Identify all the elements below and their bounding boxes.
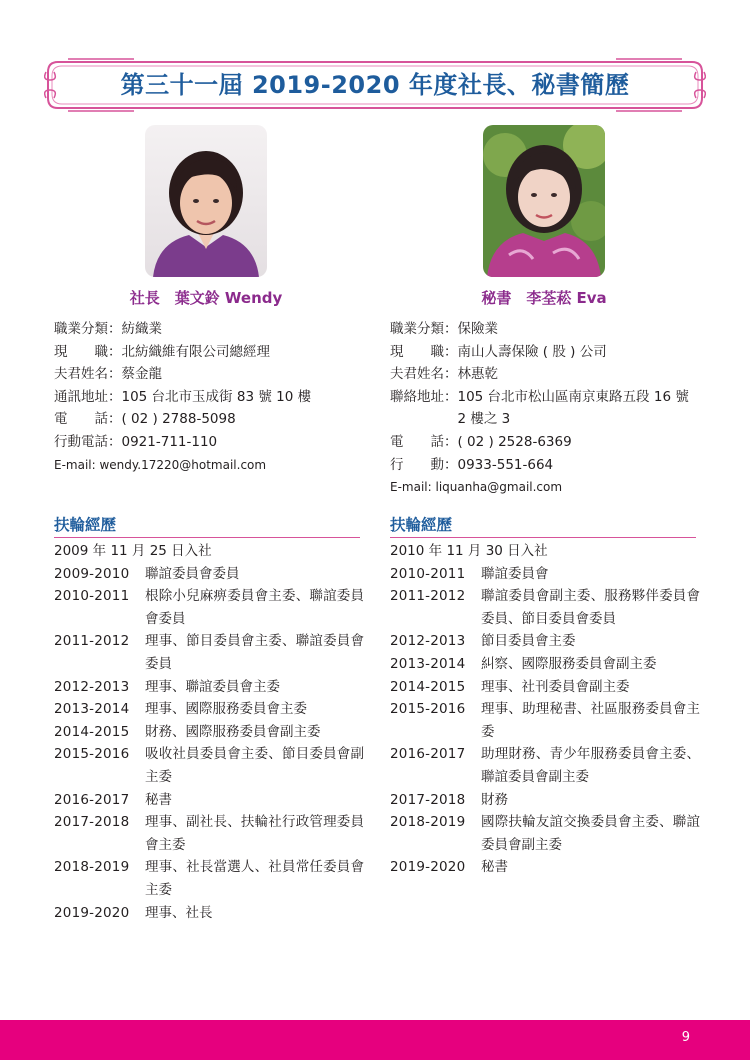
info-value: 南山人壽保險 ( 股 ) 公司 <box>457 343 607 360</box>
history-year: 2016-2017 <box>390 746 466 763</box>
info-value: 北紡織維有限公司總經理 <box>121 343 270 360</box>
history-row <box>390 789 700 812</box>
info-label: 職業分類： <box>390 321 458 337</box>
info-row <box>390 318 700 341</box>
title-banner <box>44 58 706 112</box>
history-row <box>390 563 700 586</box>
info-label: 行動電話： <box>54 433 122 450</box>
history-year: 2017-2018 <box>390 791 466 808</box>
history-year: 2015-2016 <box>54 746 130 763</box>
info-value: ( 02 ) 2788-5098 <box>121 411 236 428</box>
president-photo <box>145 125 267 277</box>
page-title: 第三十一屆 2019-2020 年度社長、秘書簡歷 <box>120 71 630 99</box>
info-value: ( 02 ) 2528-6369 <box>457 433 572 450</box>
history-desc: 理事、聯誼委員會主委 <box>145 678 280 695</box>
history-year: 2013-2014 <box>54 701 130 718</box>
history-desc: 助理財務、青少年服務委員會主委、聯誼委員會副主委 <box>481 746 700 785</box>
history-desc: 秘書 <box>145 791 172 808</box>
history-year: 2011-2012 <box>54 633 130 650</box>
info-row <box>54 363 364 386</box>
info-label: 現 職： <box>390 343 458 360</box>
history-desc: 理事、社長當選人、社員常任委員會主委 <box>145 859 364 898</box>
history-desc: 財務、國際服務委員會副主委 <box>145 723 321 740</box>
history-year: 2010-2011 <box>390 565 466 582</box>
info-value: 林惠乾 <box>457 366 498 383</box>
history-row <box>390 743 700 788</box>
history-desc: 糾察、國際服務委員會副主委 <box>481 655 657 672</box>
history-desc: 聯誼委員會委員 <box>145 565 240 582</box>
history-desc: 理事、國際服務委員會主委 <box>145 701 307 718</box>
email-text: E-mail: wendy.17220@hotmail.com <box>54 457 267 472</box>
joined-date: 2009 年 11 月 25 日入社 <box>54 543 212 559</box>
info-label: 職業分類： <box>54 321 122 337</box>
president-history <box>54 515 364 924</box>
info-row <box>54 318 364 341</box>
info-label: 夫君姓名： <box>390 366 458 383</box>
history-row <box>390 585 700 630</box>
history-desc: 聯誼委員會 <box>481 565 549 582</box>
info-row <box>390 431 700 454</box>
email-text: E-mail: liquanha@gmail.com <box>390 480 563 495</box>
joined-date: 2010 年 11 月 30 日入社 <box>390 543 548 559</box>
history-desc: 吸收社員委員會主委、節目委員會副主委 <box>145 746 364 785</box>
info-row <box>390 363 700 386</box>
info-value: 蔡金龍 <box>121 366 162 383</box>
history-row <box>54 721 364 744</box>
history-year: 2014-2015 <box>54 723 130 740</box>
history-year: 2019-2020 <box>54 904 130 921</box>
info-row <box>54 386 364 409</box>
info-label: 電 話： <box>390 433 458 450</box>
history-row <box>390 676 700 699</box>
history-desc: 國際扶輪友誼交換委員會主委、聯誼委員會副主委 <box>481 814 700 853</box>
history-year: 2012-2013 <box>390 633 466 650</box>
info-value: 0933-551-664 <box>457 456 554 473</box>
history-row <box>390 653 700 676</box>
history-year: 2017-2018 <box>54 814 130 831</box>
history-desc: 理事、節目委員會主委、聯誼委員會委員 <box>145 633 364 672</box>
history-desc: 秘書 <box>481 859 508 876</box>
info-value: 保險業 <box>457 321 498 337</box>
history-list <box>390 540 700 879</box>
section-heading: 扶輪經歷 <box>54 515 360 538</box>
info-row <box>54 431 364 454</box>
history-row <box>390 630 700 653</box>
history-row <box>54 789 364 812</box>
history-row <box>54 902 364 925</box>
history-desc: 理事、副社長、扶輪社行政管理委員會主委 <box>145 814 364 853</box>
history-row <box>390 811 700 856</box>
info-label: 現 職： <box>54 343 122 360</box>
section-heading: 扶輪經歷 <box>390 515 696 538</box>
secretary-caption: 秘書 李荃菘 Eva <box>481 289 607 307</box>
secretary-photo <box>483 125 605 277</box>
history-year: 2011-2012 <box>390 588 466 605</box>
info-value: 105 台北市玉成街 83 號 10 樓 <box>121 388 312 405</box>
history-list <box>54 540 364 924</box>
history-desc: 根除小兒麻痹委員會主委、聯誼委員會委員 <box>145 588 364 627</box>
page-number: 9 <box>681 1030 690 1045</box>
info-label: 電 話： <box>54 411 122 428</box>
history-year: 2018-2019 <box>390 814 466 831</box>
history-desc: 理事、助理秘書、社區服務委員會主委 <box>481 701 700 740</box>
footer-bar <box>0 1020 750 1060</box>
history-row <box>54 743 364 788</box>
history-row <box>54 630 364 675</box>
info-row <box>390 341 700 364</box>
history-year: 2018-2019 <box>54 859 130 876</box>
history-desc: 財務 <box>481 791 508 808</box>
history-year: 2016-2017 <box>54 791 130 808</box>
history-row <box>54 856 364 901</box>
info-row <box>54 341 364 364</box>
history-desc: 理事、社刊委員會副主委 <box>481 678 630 695</box>
president-caption: 社長 葉文鈴 Wendy <box>129 289 283 307</box>
info-label: 夫君姓名： <box>54 366 122 383</box>
history-year: 2013-2014 <box>390 655 466 672</box>
history-year: 2015-2016 <box>390 701 466 718</box>
history-row <box>54 811 364 856</box>
history-year: 2010-2011 <box>54 588 130 605</box>
info-row <box>54 408 364 431</box>
history-desc: 節目委員會主委 <box>481 633 576 650</box>
president-info <box>54 318 364 476</box>
history-row <box>54 563 364 586</box>
info-row <box>390 454 700 477</box>
info-row <box>390 386 700 431</box>
history-year: 2009-2010 <box>54 565 130 582</box>
info-label: 行 動： <box>390 456 458 473</box>
secretary-history <box>390 515 700 879</box>
history-year: 2014-2015 <box>390 678 466 695</box>
history-desc: 理事、社長 <box>145 904 213 921</box>
secretary-info <box>390 318 700 499</box>
info-label: 聯絡地址： <box>390 388 458 405</box>
history-year: 2012-2013 <box>54 678 130 695</box>
history-row <box>54 585 364 630</box>
history-row <box>390 856 700 879</box>
history-desc: 聯誼委員會副主委、服務夥伴委員會委員、節目委員會委員 <box>481 588 700 627</box>
info-label: 通訊地址： <box>54 388 122 405</box>
history-year: 2019-2020 <box>390 859 466 876</box>
history-row <box>390 698 700 743</box>
history-row <box>54 698 364 721</box>
info-value: 0921-711-110 <box>121 433 218 450</box>
history-row <box>54 676 364 699</box>
info-value: 105 台北市松山區南京東路五段 16 號 2 樓之 3 <box>457 388 689 428</box>
info-value: 紡織業 <box>121 321 162 337</box>
